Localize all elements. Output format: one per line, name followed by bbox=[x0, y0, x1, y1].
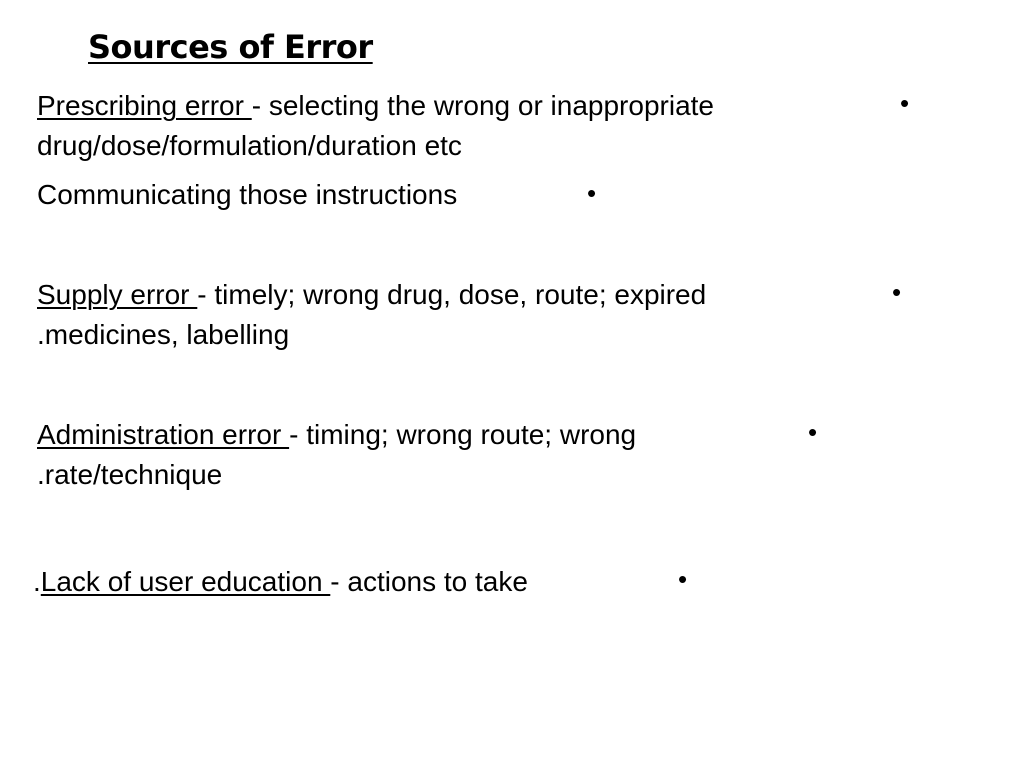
item-administration-line2: .rate/technique bbox=[37, 459, 223, 490]
slide-title: Sources of Error bbox=[88, 28, 373, 66]
bullet-icon: • bbox=[808, 417, 818, 447]
item-prescribing-term: Prescribing error bbox=[37, 90, 252, 121]
item-education-prefix: . bbox=[33, 566, 41, 597]
item-administration-term: Administration error bbox=[37, 419, 290, 450]
item-administration-desc: - timing; wrong route; wrong bbox=[289, 419, 637, 450]
bullet-icon: • bbox=[900, 88, 910, 118]
bullet-icon: • bbox=[892, 277, 902, 307]
item-supply-desc: - timely; wrong drug, dose, route; expired bbox=[197, 279, 707, 310]
item-prescribing-desc: - selecting the wrong or inappropriate bbox=[251, 90, 714, 121]
item-supply-term: Supply error bbox=[37, 279, 198, 310]
item-education-desc: - actions to take bbox=[330, 566, 528, 597]
bullet-icon: • bbox=[678, 564, 688, 594]
item-prescribing-line1 bbox=[37, 86, 714, 126]
item-prescribing-line2: drug/dose/formulation/duration etc bbox=[37, 130, 462, 161]
bullet-icon: • bbox=[587, 178, 597, 208]
item-education-line1 bbox=[33, 562, 528, 602]
item-education-term: Lack of user education bbox=[40, 566, 331, 597]
item-supply-line2: .medicines, labelling bbox=[37, 319, 290, 350]
item-communicating-line1: Communicating those instructions bbox=[37, 179, 458, 210]
item-supply-line1 bbox=[37, 275, 706, 315]
item-administration-line1 bbox=[37, 415, 636, 455]
